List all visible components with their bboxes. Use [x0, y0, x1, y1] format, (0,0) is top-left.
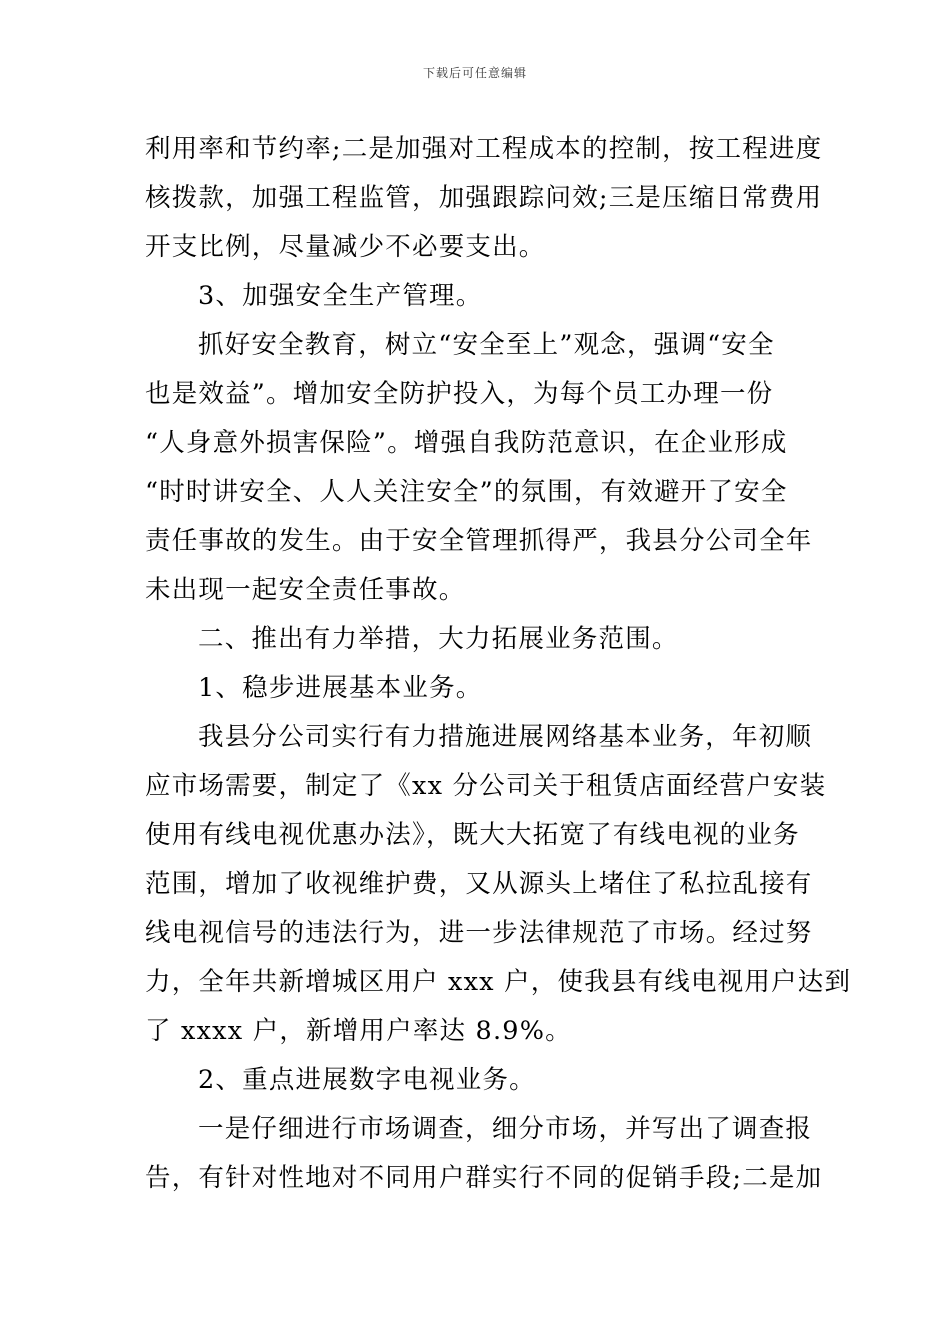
text-line: 一是仔细进行市场调查，细分市场，并写出了调查报: [198, 1114, 813, 1144]
text-line: 了 xxxx 户，新增用户率达 8.9%。: [145, 1016, 572, 1046]
text-line: 1、稳步进展基本业务。: [198, 673, 483, 703]
text-line: 范围，增加了收视维护费，又从源头上堵住了私拉乱接有: [145, 869, 813, 899]
text-line: 2、重点进展数字电视业务。: [198, 1065, 536, 1095]
text-line: 二、推出有力举措，大力拓展业务范围。: [198, 624, 679, 654]
text-line: 应市场需要，制定了《xx 分公司关于租赁店面经营户安装: [145, 771, 827, 801]
text-line: 力，全年共新增城区用户 xxx 户，使我县有线电视用户达到: [145, 967, 852, 997]
text-line: 我县分公司实行有力措施进展网络基本业务，年初顺: [198, 722, 813, 752]
text-line: 线电视信号的违法行为，进一步法律规范了市场。经过努: [145, 918, 813, 948]
text-line: 抓好安全教育，树立“安全至上”观念，强调“安全: [198, 330, 775, 360]
text-line: 也是效益”。增加安全防护投入，为每个员工办理一份: [145, 379, 774, 409]
text-line: “人身意外损害保险”。增强自我防范意识，在企业形成: [145, 428, 788, 458]
text-line: 核拨款，加强工程监管，加强跟踪问效;三是压缩日常费用: [145, 183, 823, 213]
text-line: “时时讲安全、人人关注安全”的氛围，有效避开了安全: [145, 477, 788, 507]
text-line: 使用有线电视优惠办法》，既大大拓宽了有线电视的业务: [145, 820, 800, 850]
text-line: 开支比例，尽量减少不必要支出。: [145, 232, 546, 262]
document-body: [145, 125, 852, 1203]
text-line: 3、加强安全生产管理。: [198, 281, 483, 311]
page-header: 下载后可任意编辑: [422, 66, 527, 80]
text-line: 利用率和节约率;二是加强对工程成本的控制，按工程进度: [145, 134, 823, 164]
text-line: 告，有针对性地对不同用户群实行不同的促销手段;二是加: [145, 1163, 823, 1193]
text-line: 责任事故的发生。由于安全管理抓得严，我县分公司全年: [145, 526, 813, 556]
text-line: 未出现一起安全责任事故。: [145, 575, 466, 605]
